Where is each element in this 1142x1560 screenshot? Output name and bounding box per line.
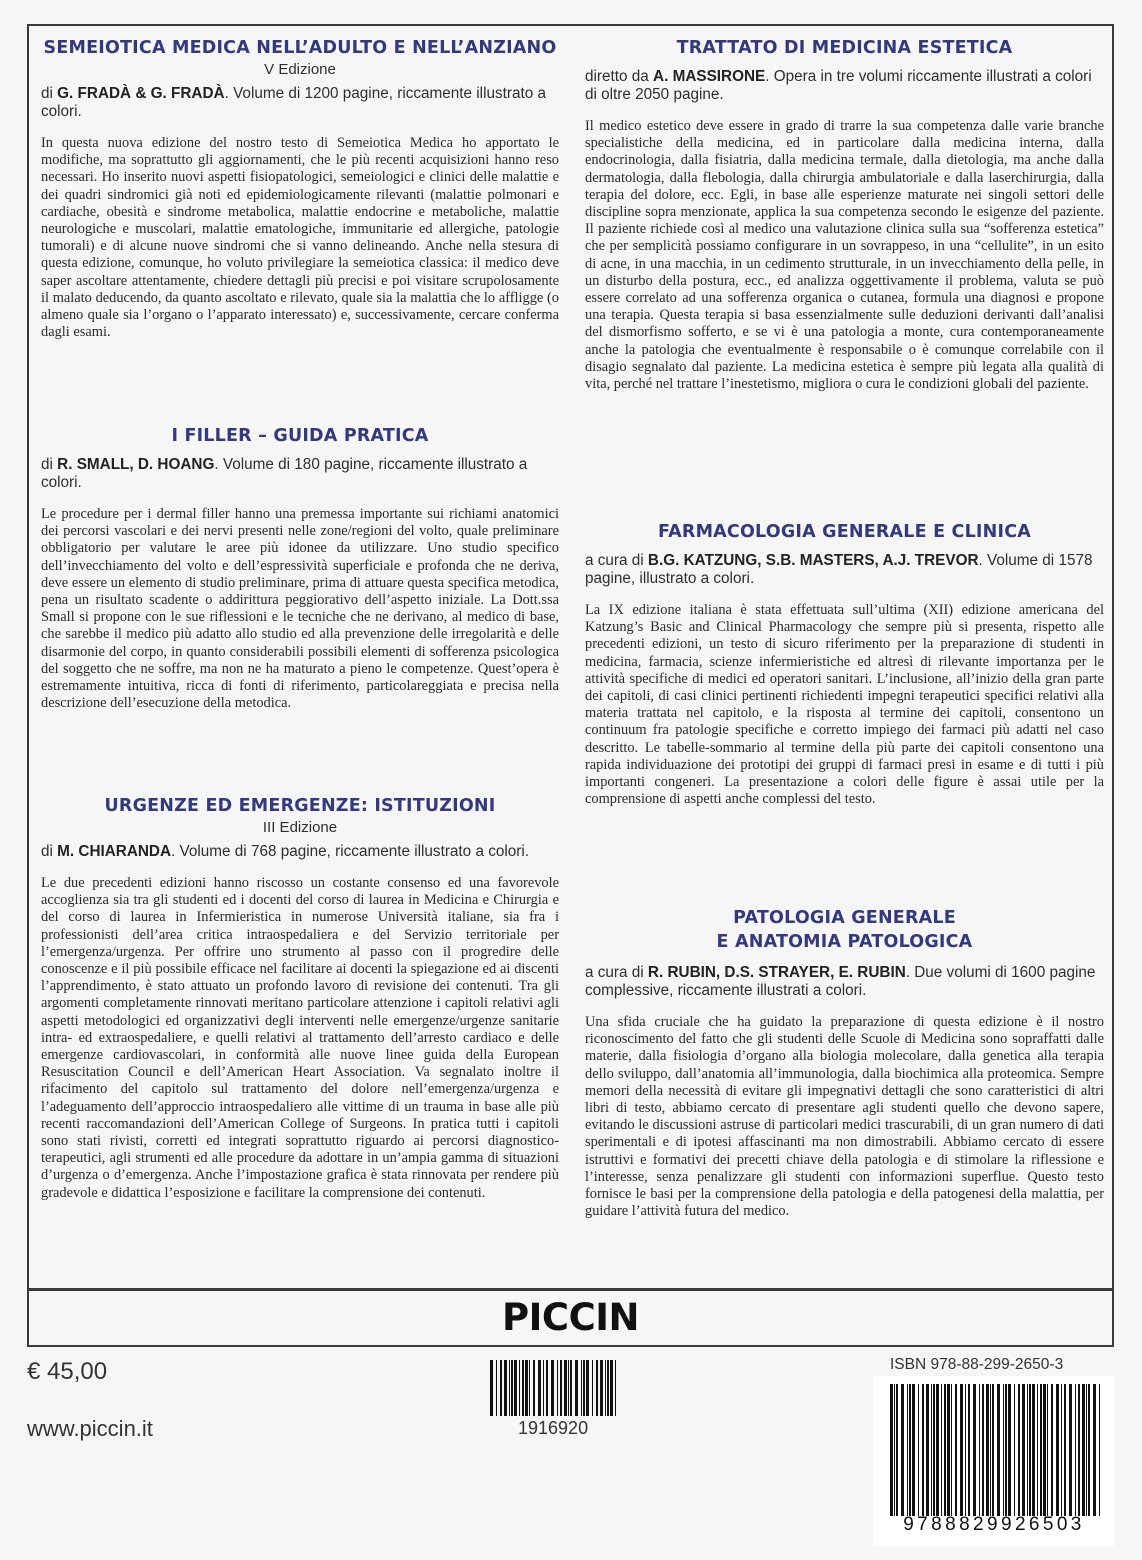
ean-digits: 9788829926503 bbox=[903, 1514, 1085, 1535]
book-details: . Volume di 1200 pagine, riccamente illustrato a colori. bbox=[41, 85, 546, 120]
book-title: I FILLER – GUIDA PRATICA bbox=[171, 426, 429, 446]
price-label: € 45,00 bbox=[27, 1358, 108, 1385]
book-description: Le due precedenti edizioni hanno riscosso un costante consenso ed una favorevole accoglienza sia tra gli studenti ed i docenti del corso di laurea in Medicina e Chirurgia e del corso di laurea in Infermieristica in numerose Università italiane, sia fra i professionisti dell’area critica intraospedaliera e del Servizio territoriale per l’emergenza/urgenza. Per offrire uno strumento al passo con il progredire delle conoscenze e il più possibile efficace nel facilitare ai docenti la spiegazione ed ai discenti l’apprendimento, è stato attuato un profondo lavoro di revisione dei contenuti. Tra gli argomenti completamente rinnovati meritano particolare attenzione i capitoli relativi agli aspetti metodologici ed organizzativi degli interventi nelle emergenze/urgenze sanitarie intra- ed extraospedaliere, e quelli relativi al trattamento dell’arresto cardiaco e delle emergenze cardiovascolari, in conformità alle nuove linee guida della European Resuscitation Council e dell’American Heart Association. Va segnalato inoltre il rifacimento del capitolo sul trattamento del dolore nell’emergenza/urgenza e l’adeguamento dell’approccio intraospedaliero alle vittime di un trauma in base alle più recenti raccomandazioni dell’American College of Surgeons. In pratica tutti i capitoli sono stati rivisti, corretti ed integrati soprattutto riguardo ai percorsi diagnostico-terapeutici, agli strumenti ed alle procedure da adottare in un’ampia gamma di situazioni d’urgenza o d’emergenza. Anche l’impostazione grafica è stata rinnovata per rendere più gradevole e didattica l’esposizione e facilitare la comprensione dei contenuti. bbox=[41, 875, 559, 1201]
book-authors: R. SMALL, D. HOANG bbox=[57, 456, 215, 473]
book-edition: III Edizione bbox=[262, 819, 338, 836]
author-prefix: a cura di bbox=[585, 552, 648, 569]
book-details: . Opera in tre volumi riccamente illustrati a colori di oltre 2050 pagine. bbox=[585, 68, 1092, 103]
book-farmacologia bbox=[585, 520, 1104, 808]
book-title: FARMACOLOGIA GENERALE E CLINICA bbox=[658, 522, 1031, 542]
small-barcode-icon bbox=[490, 1360, 618, 1416]
book-meta bbox=[585, 964, 1104, 1000]
book-medicina-estetica bbox=[585, 36, 1104, 393]
author-prefix: di bbox=[41, 85, 58, 102]
ean-barcode-icon bbox=[890, 1384, 1100, 1516]
book-title: PATOLOGIA GENERALE E ANATOMIA PATOLOGICA bbox=[716, 908, 973, 952]
book-details: . Volume di 1578 pagine, illustrato a colori. bbox=[585, 552, 1093, 587]
isbn-label: ISBN 978-88-299-2650-3 bbox=[890, 1356, 1064, 1373]
book-details: . Due volumi di 1600 pagine complessive, riccamente illustrati a colori. bbox=[585, 964, 1096, 999]
book-patologia bbox=[585, 906, 1104, 1220]
book-description: Il medico estetico deve essere in grado di trarre la sua competenza dalle varie branche specialistiche della medicina, ed in particolare dalla medicina interna, dalla endocrinologia, dalla fisiatria, dalla medicina termale, dalla dietologia, ma anche dalla dermatologia, dalla flebologia, dalla chirurgia ambulatoriale e dalla laserchirurgia, dalla terapia del dolore, ecc. Egli, in base alle esperienze maturate nei singoli settori delle discipline sopra menzionate, applica la sua competenza secondo le esigenze del paziente. Il paziente richiede così al medico una valutazione clinica sulla sua “sofferenza estetica” che per semplicità possiamo configurare in un sovrappeso, in una “cellulite”, in un esito di acne, in una macchia, in un cedimento strutturale, in un invecchiamento della pelle, in un disturbo della postura, ecc., ed analizza oggettivamente il problema, valuta se può essere correlato ad una sofferenza organica o cutanea, formula una diagnosi e propone una terapia. Questa terapia si basa essenzialmente sulle deduzioni derivanti dall’analisi del dismorfismo sofferto, e se vi è una patologia a monte, cura contemporaneamente anche la patologia che eventualmente è responsabile o è comunque correlabile con il disagio segnalato dal paziente. La medicina estetica è sempre più legata alla qualità di vita, perché nel trattare l’inestetismo, migliora o cura le condizioni globali del paziente. bbox=[585, 118, 1104, 393]
publisher-band bbox=[27, 1289, 1114, 1347]
books-panel bbox=[27, 24, 1114, 1290]
book-details: . Volume di 768 pagine, riccamente illustrato a colori. bbox=[171, 843, 529, 860]
author-prefix: di bbox=[41, 843, 58, 860]
book-title: SEMEIOTICA MEDICA NELL’ADULTO E NELL’ANZIANO bbox=[43, 38, 557, 58]
book-urgenze bbox=[41, 794, 559, 1202]
isbn-barcode bbox=[873, 1376, 1115, 1546]
author-prefix: a cura di bbox=[585, 964, 648, 981]
book-title: URGENZE ED EMERGENZE: ISTITUZIONI bbox=[104, 796, 496, 816]
book-meta bbox=[41, 456, 559, 492]
publisher-logo: PICCIN bbox=[502, 1296, 639, 1339]
book-title: TRATTATO DI MEDICINA ESTETICA bbox=[676, 38, 1013, 58]
book-authors: A. MASSIRONE bbox=[653, 68, 766, 85]
website-link[interactable]: www.piccin.it bbox=[27, 1416, 153, 1441]
book-details: . Volume di 180 pagine, riccamente illustrato a colori. bbox=[41, 456, 528, 491]
book-authors: R. RUBIN, D.S. STRAYER, E. RUBIN bbox=[647, 964, 906, 981]
book-meta bbox=[41, 843, 559, 861]
book-filler bbox=[41, 424, 559, 712]
small-barcode-number: 1916920 bbox=[518, 1418, 589, 1438]
book-description: In questa nuova edizione del nostro testo di Semeiotica Medica ho apportato le modifiche, ma soprattutto gli aggiornamenti, che le più recenti acquisizioni hanno reso necessari. Ho inserito nuovi aspetti fisiopatologici, semeiologici e clinici delle malattie e dei quadri sindromici già noti ed epidemiologicamente rilevanti (malattie polmonari e cardiache, obesità e sindrome metabolica, malattie endocrine e metaboliche, malattie neurologiche e muscolari, malattie ematologiche, immunitarie ed allergiche, patologie tumorali) e di alcune nuove sindromi che si vanno delineando. Anche nella stesura di questa edizione, comunque, ho voluto privilegiare la semeiotica classica: il medico deve saper ascoltare attentamente, chiedere dettagli più precisi e poi visitare scrupolosamente il malato deducendo, da quanto ascoltato e rilevato, quale sia la malattia che lo affligge (o almeno quale sia l’organo o l’apparato interessato) e, successivamente, cercare conferma dagli esami. bbox=[41, 135, 559, 341]
book-meta bbox=[41, 85, 559, 121]
book-authors: G. FRADÀ & G. FRADÀ bbox=[57, 85, 225, 102]
book-authors: M. CHIARANDA bbox=[57, 843, 172, 860]
book-semeiotica bbox=[41, 36, 559, 341]
book-meta bbox=[585, 552, 1104, 588]
book-meta bbox=[585, 68, 1104, 104]
book-description: Una sfida cruciale che ha guidato la preparazione di questa edizione è il nostro riconoscimento del fatto che gli studenti delle Scuole di Medicina sono sopraffatti dalle materie, dalla fisiologia d’organo alla biologia molecolare, dalla genetica alla terapia dello sviluppo, dall’anatomia all’immunologia, dalla biochimica alla proteomica. Sempre memori della necessità di evitare gli impegnativi dettagli che sono caratteristici di altri libri di testo, abbiamo cercato di presentare agli studenti quello che devono sapere, evitando le discussioni astruse di particolari medici trascurabili, di un gran numero di dati sperimentali e di ipotesi affascinanti ma non dimostrabili. Abbiamo cercato di essere istruttivi e formativi dei precetti chiave della patologia e di stimolare la riflessione e l’interesse, senza penalizzare gli studenti con informazioni superflue. Questo testo fornisce le basi per la comprensione della patologia e della patogenesi della malattia, per guidare l’attività futura del medico. bbox=[585, 1014, 1104, 1220]
author-prefix: di bbox=[41, 456, 58, 473]
book-edition: V Edizione bbox=[264, 61, 336, 78]
book-description: Le procedure per i dermal filler hanno una premessa importante sui richiami anatomici dei percorsi vascolari e dei nervi presenti nelle zone/regioni del volto, quale preliminare obbligatorio per valutare le aree più idonee da utilizzare. Uno studio specifico dell’invecchiamento del volto e dell’espressività superficiale e profonda che ne deriva, deve essere un elemento di studio preliminare, prima di attuare questa specifica metodica, pena un risultato scadente o addirittura peggiorativo dell’aspetto iniziale. La Dott.ssa Small si propone con le sue riflessioni e le tecniche che ne derivano, al medico di base, che sarebbe il medico più adatto allo studio ed alla prevenzione delle irregolarità e delle disarmonie del corpo, in quanto considerabili possibili elementi di sofferenza psicologica del soggetto che ne soffre, ma non ne ha maturato a pieno le competenze. Quest’opera è estremamente intuitiva, ricca di fonti di riferimento, particolareggiata e precisa nella descrizione dell’esecuzione della metodica. bbox=[41, 506, 559, 712]
book-description: La IX edizione italiana è stata effettuata sull’ultima (XII) edizione americana del Katzung’s Basic and Clinical Pharmacology che sempre più si presenta, rispetto alle precedenti edizioni, un testo di sicuro riferimento per la preparazione di studenti in medicina, farmacia, scienze infermieristiche ed altresì di rilevante importanza per le attività specifiche di medici ed operatori sanitari. L’inclusione, all’inizio della gran parte dei capitoli, di casi clinici pertinenti richiedenti impegni terapeutici specifici relativi alla materia trattata nel capitolo, e la risposta al termine dei capitoli, consentono un continuum fra patologie specifiche e corretto impiego dei farmaci più adatti nel caso descritto. Le tabelle-sommario al termine della più parte dei capitoli consentono una rapida individuazione dei prototipi dei gruppi di farmaci presi in esame e di tutti i più importanti congeneri. La presentazione a colori delle figure è assai utile per la comprensione di aspetti anche complessi del testo. bbox=[585, 602, 1104, 808]
book-authors: B.G. KATZUNG, S.B. MASTERS, A.J. TREVOR bbox=[647, 552, 979, 569]
author-prefix: diretto da bbox=[585, 68, 654, 85]
